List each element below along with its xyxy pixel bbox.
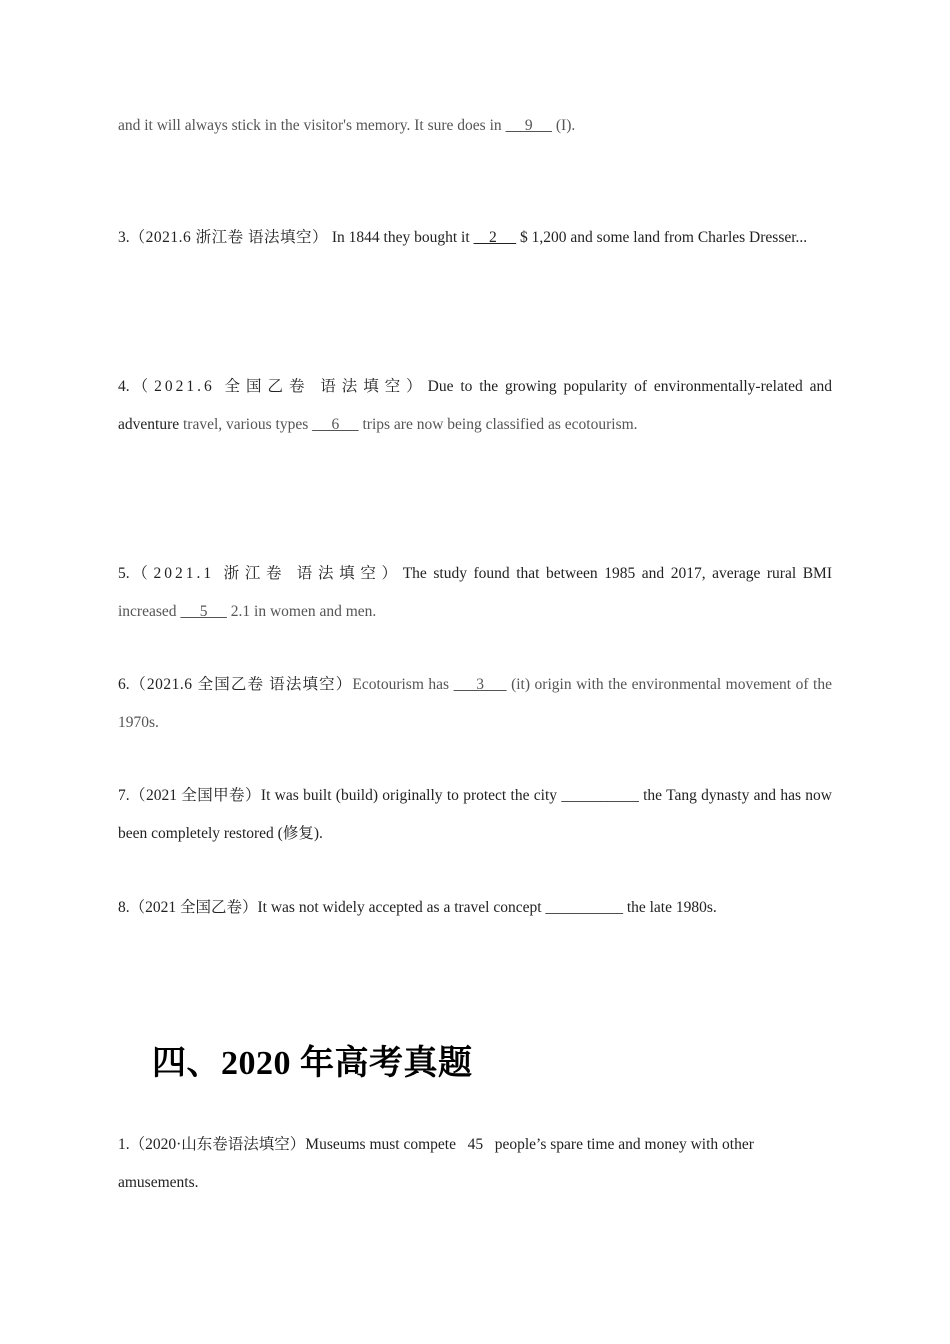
answer-blank[interactable]: 5 — [180, 603, 227, 620]
answer-blank[interactable]: __________ — [545, 899, 623, 916]
answer-blank[interactable]: 3 — [453, 676, 507, 693]
question-8: 8.（2021 全国乙卷）It was not widely accepted as a travel concept __________ the late 1980s. — [118, 899, 717, 916]
question-source: （2021.6 全国乙卷 语法填空） — [129, 676, 353, 693]
question-source: （2020·山东卷语法填空） — [129, 1136, 306, 1153]
question-number: 6. — [118, 676, 130, 693]
question-5: 5.（2021.1 浙江卷 语法填空）The study found that between 1985 and 2017, average rural BMI increased 5 2.1 in women and men. — [118, 565, 832, 620]
question-source: （2021 全国乙卷） — [129, 899, 258, 916]
section-question-1: 1.（2020·山东卷语法填空）Museums must compete 45 people’s spare time and money with other amusements. — [118, 1136, 754, 1191]
question-source: （2021.6 浙江卷 语法填空） — [129, 229, 329, 246]
section-heading: 四、2020 年高考真题 — [152, 1045, 473, 1082]
question-2-continuation: and it will always stick in the visitor's memory. It sure does in 9 (I). — [118, 117, 576, 134]
question-number: 4. — [118, 378, 130, 395]
question-number: 5. — [118, 565, 130, 582]
question-6: 6.（2021.6 全国乙卷 语法填空）Ecotourism has 3 (it) origin with the environmental movement of the 1970s. — [118, 676, 832, 731]
question-source: （2021.1 浙江卷 语法填空） — [129, 565, 403, 582]
answer-blank[interactable]: 45 — [459, 1136, 491, 1153]
question-number: 1. — [118, 1136, 130, 1153]
answer-blank[interactable]: __________ — [561, 787, 639, 804]
answer-blank[interactable]: 2 — [473, 229, 517, 246]
question-source: （2021.6 全国乙卷 语法填空） — [129, 378, 428, 395]
question-number: 8. — [118, 899, 130, 916]
question-3: 3.（2021.6 浙江卷 语法填空） In 1844 they bought it 2 $ 1,200 and some land from Charles Dresser... — [118, 229, 808, 246]
answer-blank[interactable]: 6 — [312, 416, 359, 433]
answer-blank[interactable]: 9 — [505, 117, 553, 134]
question-source: （2021 全国甲卷） — [129, 787, 261, 804]
question-7: 7.（2021 全国甲卷）It was built (build) originally to protect the city __________ the Tang dynasty and has now been completely restored (修复). — [118, 787, 832, 842]
question-4: 4.（2021.6 全国乙卷 语法填空）Due to the growing popularity of environmentally-related and adventure travel, various types 6 trips are now being classified as ecotourism. — [118, 378, 832, 433]
question-number: 7. — [118, 787, 130, 804]
question-number: 3. — [118, 229, 130, 246]
